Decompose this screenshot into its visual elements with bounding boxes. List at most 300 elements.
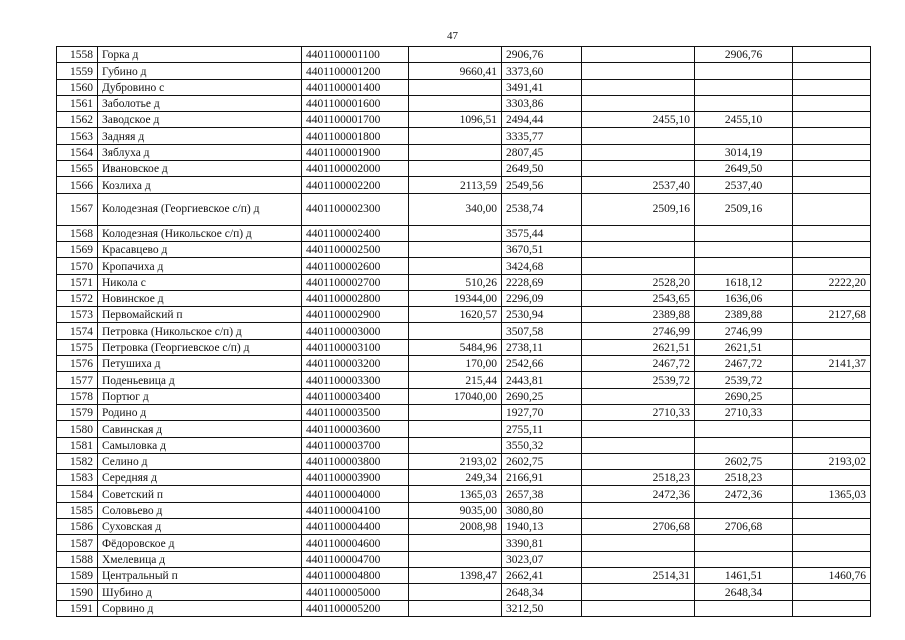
row-number-cell: 1574 — [57, 323, 98, 339]
oktmo-code-cell: 4401100002000 — [302, 161, 409, 177]
value-col-5-cell: 2127,68 — [793, 307, 871, 323]
value-col-1-cell: 2113,59 — [409, 177, 502, 193]
table-row — [57, 584, 871, 600]
table-row — [57, 356, 871, 372]
value-col-1-cell: 510,26 — [409, 274, 502, 290]
value-col-1-cell: 215,44 — [409, 372, 502, 388]
oktmo-code-cell: 4401100001200 — [302, 63, 409, 79]
value-col-1-cell: 170,00 — [409, 356, 502, 372]
value-col-2-cell: 2494,44 — [502, 112, 582, 128]
value-col-3-cell: 2706,68 — [582, 519, 695, 535]
value-col-1-cell: 1620,57 — [409, 307, 502, 323]
table-body — [57, 47, 871, 617]
table-row — [57, 47, 871, 63]
value-col-4-cell: 1618,12 — [695, 274, 793, 290]
row-number-cell: 1578 — [57, 388, 98, 404]
row-number-cell: 1588 — [57, 551, 98, 567]
oktmo-code-cell: 4401100002800 — [302, 290, 409, 306]
settlement-name-cell: Савинская д — [98, 421, 302, 437]
value-col-2-cell: 2649,50 — [502, 161, 582, 177]
settlement-name-cell: Суховская д — [98, 519, 302, 535]
table-row — [57, 258, 871, 274]
value-col-4-cell: 2710,33 — [695, 404, 793, 420]
row-number-cell: 1586 — [57, 519, 98, 535]
value-col-2-cell: 2906,76 — [502, 47, 582, 63]
value-col-1-cell: 249,34 — [409, 470, 502, 486]
table-row — [57, 388, 871, 404]
row-number-cell: 1577 — [57, 372, 98, 388]
table-row — [57, 453, 871, 469]
settlement-name-cell: Центральный п — [98, 567, 302, 583]
oktmo-code-cell: 4401100002700 — [302, 274, 409, 290]
value-col-4-cell — [695, 421, 793, 437]
settlements-table — [56, 46, 871, 617]
oktmo-code-cell: 4401100001800 — [302, 128, 409, 144]
value-col-4-cell — [695, 258, 793, 274]
settlement-name-cell: Поденьевица д — [98, 372, 302, 388]
value-col-2-cell: 2228,69 — [502, 274, 582, 290]
value-col-1-cell — [409, 551, 502, 567]
row-number-cell: 1569 — [57, 241, 98, 257]
settlement-name-cell: Заболотье д — [98, 95, 302, 111]
value-col-1-cell — [409, 47, 502, 63]
value-col-5-cell — [793, 584, 871, 600]
value-col-3-cell — [582, 144, 695, 160]
value-col-1-cell: 9035,00 — [409, 502, 502, 518]
oktmo-code-cell: 4401100001600 — [302, 95, 409, 111]
oktmo-code-cell: 4401100003700 — [302, 437, 409, 453]
row-number-cell: 1567 — [57, 193, 98, 225]
row-number-cell: 1585 — [57, 502, 98, 518]
value-col-4-cell — [695, 241, 793, 257]
value-col-5-cell — [793, 437, 871, 453]
value-col-3-cell: 2509,16 — [582, 193, 695, 225]
value-col-5-cell — [793, 388, 871, 404]
value-col-1-cell: 1365,03 — [409, 486, 502, 502]
value-col-2-cell: 1927,70 — [502, 404, 582, 420]
settlement-name-cell: Родино д — [98, 404, 302, 420]
value-col-2-cell: 3575,44 — [502, 225, 582, 241]
row-number-cell: 1565 — [57, 161, 98, 177]
value-col-1-cell: 1398,47 — [409, 567, 502, 583]
oktmo-code-cell: 4401100002300 — [302, 193, 409, 225]
table-row — [57, 470, 871, 486]
oktmo-code-cell: 4401100001900 — [302, 144, 409, 160]
value-col-1-cell — [409, 225, 502, 241]
row-number-cell: 1571 — [57, 274, 98, 290]
oktmo-code-cell: 4401100003000 — [302, 323, 409, 339]
value-col-3-cell — [582, 437, 695, 453]
table-row — [57, 274, 871, 290]
value-col-2-cell: 2296,09 — [502, 290, 582, 306]
oktmo-code-cell: 4401100003800 — [302, 453, 409, 469]
value-col-3-cell: 2537,40 — [582, 177, 695, 193]
row-number-cell: 1583 — [57, 470, 98, 486]
table-row — [57, 551, 871, 567]
settlement-name-cell: Сорвино д — [98, 600, 302, 616]
oktmo-code-cell: 4401100005000 — [302, 584, 409, 600]
value-col-5-cell — [793, 421, 871, 437]
value-col-4-cell: 2602,75 — [695, 453, 793, 469]
value-col-4-cell — [695, 128, 793, 144]
settlement-name-cell: Фёдоровское д — [98, 535, 302, 551]
value-col-3-cell — [582, 225, 695, 241]
value-col-1-cell — [409, 404, 502, 420]
row-number-cell: 1563 — [57, 128, 98, 144]
value-col-5-cell — [793, 112, 871, 128]
settlement-name-cell: Горка д — [98, 47, 302, 63]
value-col-5-cell — [793, 519, 871, 535]
value-col-2-cell: 2166,91 — [502, 470, 582, 486]
value-col-5-cell — [793, 535, 871, 551]
table-row — [57, 519, 871, 535]
value-col-5-cell — [793, 502, 871, 518]
settlement-name-cell: Самыловка д — [98, 437, 302, 453]
value-col-3-cell — [582, 584, 695, 600]
value-col-4-cell — [695, 600, 793, 616]
value-col-2-cell: 3670,51 — [502, 241, 582, 257]
value-col-1-cell: 5484,96 — [409, 339, 502, 355]
settlement-name-cell: Задняя д — [98, 128, 302, 144]
value-col-3-cell: 2746,99 — [582, 323, 695, 339]
value-col-5-cell — [793, 128, 871, 144]
table-row — [57, 486, 871, 502]
row-number-cell: 1581 — [57, 437, 98, 453]
row-number-cell: 1579 — [57, 404, 98, 420]
value-col-5-cell — [793, 339, 871, 355]
row-number-cell: 1580 — [57, 421, 98, 437]
value-col-3-cell: 2621,51 — [582, 339, 695, 355]
table-row — [57, 600, 871, 616]
value-col-4-cell: 2539,72 — [695, 372, 793, 388]
value-col-1-cell — [409, 323, 502, 339]
value-col-4-cell: 2467,72 — [695, 356, 793, 372]
value-col-4-cell — [695, 535, 793, 551]
value-col-3-cell — [582, 47, 695, 63]
value-col-3-cell — [582, 95, 695, 111]
value-col-2-cell: 3390,81 — [502, 535, 582, 551]
value-col-4-cell: 2649,50 — [695, 161, 793, 177]
value-col-3-cell — [582, 453, 695, 469]
oktmo-code-cell: 4401100005200 — [302, 600, 409, 616]
value-col-3-cell — [582, 535, 695, 551]
value-col-4-cell — [695, 225, 793, 241]
value-col-2-cell: 3550,32 — [502, 437, 582, 453]
value-col-5-cell — [793, 47, 871, 63]
oktmo-code-cell: 4401100004800 — [302, 567, 409, 583]
oktmo-code-cell: 4401100002500 — [302, 241, 409, 257]
row-number-cell: 1558 — [57, 47, 98, 63]
value-col-2-cell: 2690,25 — [502, 388, 582, 404]
oktmo-code-cell: 4401100001400 — [302, 79, 409, 95]
oktmo-code-cell: 4401100002900 — [302, 307, 409, 323]
oktmo-code-cell: 4401100001100 — [302, 47, 409, 63]
oktmo-code-cell: 4401100002200 — [302, 177, 409, 193]
value-col-5-cell — [793, 470, 871, 486]
value-col-2-cell: 2738,11 — [502, 339, 582, 355]
value-col-3-cell — [582, 600, 695, 616]
value-col-2-cell: 3507,58 — [502, 323, 582, 339]
settlement-name-cell: Колодезная (Георгиевское с/п) д — [98, 193, 302, 225]
value-col-3-cell: 2467,72 — [582, 356, 695, 372]
value-col-3-cell: 2389,88 — [582, 307, 695, 323]
value-col-1-cell: 19344,00 — [409, 290, 502, 306]
value-col-2-cell: 2648,34 — [502, 584, 582, 600]
value-col-5-cell: 1460,76 — [793, 567, 871, 583]
value-col-4-cell — [695, 502, 793, 518]
value-col-4-cell — [695, 79, 793, 95]
value-col-2-cell: 2538,74 — [502, 193, 582, 225]
value-col-2-cell: 2530,94 — [502, 307, 582, 323]
settlement-name-cell: Первомайский п — [98, 307, 302, 323]
value-col-1-cell: 17040,00 — [409, 388, 502, 404]
row-number-cell: 1590 — [57, 584, 98, 600]
value-col-4-cell: 1636,06 — [695, 290, 793, 306]
row-number-cell: 1572 — [57, 290, 98, 306]
value-col-5-cell: 2222,20 — [793, 274, 871, 290]
value-col-2-cell: 2807,45 — [502, 144, 582, 160]
settlement-name-cell: Селино д — [98, 453, 302, 469]
settlement-name-cell: Кропачиха д — [98, 258, 302, 274]
table-row — [57, 421, 871, 437]
value-col-1-cell: 1096,51 — [409, 112, 502, 128]
value-col-2-cell: 3023,07 — [502, 551, 582, 567]
settlement-name-cell: Хмелевица д — [98, 551, 302, 567]
table-row — [57, 161, 871, 177]
value-col-3-cell — [582, 388, 695, 404]
row-number-cell: 1561 — [57, 95, 98, 111]
value-col-4-cell — [695, 63, 793, 79]
value-col-2-cell: 2662,41 — [502, 567, 582, 583]
table-row — [57, 323, 871, 339]
row-number-cell: 1559 — [57, 63, 98, 79]
value-col-3-cell: 2472,36 — [582, 486, 695, 502]
oktmo-code-cell: 4401100004000 — [302, 486, 409, 502]
row-number-cell: 1575 — [57, 339, 98, 355]
value-col-1-cell — [409, 144, 502, 160]
value-col-1-cell: 340,00 — [409, 193, 502, 225]
value-col-5-cell — [793, 323, 871, 339]
value-col-5-cell — [793, 290, 871, 306]
value-col-1-cell — [409, 241, 502, 257]
value-col-2-cell: 3424,68 — [502, 258, 582, 274]
value-col-2-cell: 3303,86 — [502, 95, 582, 111]
value-col-3-cell — [582, 551, 695, 567]
settlement-name-cell: Петушиха д — [98, 356, 302, 372]
table-row — [57, 437, 871, 453]
value-col-2-cell: 3335,77 — [502, 128, 582, 144]
oktmo-code-cell: 4401100003100 — [302, 339, 409, 355]
settlement-name-cell: Соловьево д — [98, 502, 302, 518]
value-col-3-cell: 2528,20 — [582, 274, 695, 290]
settlement-name-cell: Петровка (Никольское с/п) д — [98, 323, 302, 339]
table-row — [57, 177, 871, 193]
oktmo-code-cell: 4401100003300 — [302, 372, 409, 388]
value-col-1-cell — [409, 535, 502, 551]
table-row — [57, 95, 871, 111]
value-col-4-cell: 2455,10 — [695, 112, 793, 128]
value-col-5-cell — [793, 161, 871, 177]
value-col-3-cell — [582, 79, 695, 95]
settlement-name-cell: Петровка (Георгиевское с/п) д — [98, 339, 302, 355]
value-col-2-cell: 1940,13 — [502, 519, 582, 535]
value-col-4-cell: 2537,40 — [695, 177, 793, 193]
settlement-name-cell: Середняя д — [98, 470, 302, 486]
value-col-5-cell — [793, 177, 871, 193]
value-col-5-cell — [793, 372, 871, 388]
value-col-3-cell — [582, 502, 695, 518]
oktmo-code-cell: 4401100004600 — [302, 535, 409, 551]
table-row — [57, 307, 871, 323]
table-row — [57, 144, 871, 160]
value-col-4-cell: 1461,51 — [695, 567, 793, 583]
value-col-3-cell — [582, 161, 695, 177]
oktmo-code-cell: 4401100003600 — [302, 421, 409, 437]
value-col-1-cell: 9660,41 — [409, 63, 502, 79]
value-col-1-cell: 2008,98 — [409, 519, 502, 535]
value-col-2-cell: 3080,80 — [502, 502, 582, 518]
settlement-name-cell: Зяблуха д — [98, 144, 302, 160]
value-col-3-cell — [582, 128, 695, 144]
row-number-cell: 1560 — [57, 79, 98, 95]
table-row — [57, 225, 871, 241]
oktmo-code-cell: 4401100004700 — [302, 551, 409, 567]
value-col-4-cell: 2746,99 — [695, 323, 793, 339]
table-row — [57, 193, 871, 225]
settlement-name-cell: Портюг д — [98, 388, 302, 404]
value-col-1-cell — [409, 258, 502, 274]
value-col-3-cell: 2543,65 — [582, 290, 695, 306]
value-col-3-cell — [582, 241, 695, 257]
value-col-5-cell — [793, 258, 871, 274]
value-col-2-cell: 2755,11 — [502, 421, 582, 437]
row-number-cell: 1582 — [57, 453, 98, 469]
value-col-4-cell: 2648,34 — [695, 584, 793, 600]
settlement-name-cell: Ивановское д — [98, 161, 302, 177]
oktmo-code-cell: 4401100004400 — [302, 519, 409, 535]
value-col-1-cell — [409, 437, 502, 453]
oktmo-code-cell: 4401100002600 — [302, 258, 409, 274]
table-row — [57, 112, 871, 128]
value-col-4-cell: 2509,16 — [695, 193, 793, 225]
value-col-4-cell: 2518,23 — [695, 470, 793, 486]
value-col-5-cell — [793, 404, 871, 420]
oktmo-code-cell: 4401100003900 — [302, 470, 409, 486]
settlement-name-cell: Колодезная (Никольское с/п) д — [98, 225, 302, 241]
table-row — [57, 404, 871, 420]
table-row — [57, 502, 871, 518]
table-row — [57, 79, 871, 95]
settlement-name-cell: Советский п — [98, 486, 302, 502]
value-col-2-cell: 3491,41 — [502, 79, 582, 95]
value-col-3-cell: 2539,72 — [582, 372, 695, 388]
value-col-1-cell — [409, 421, 502, 437]
value-col-1-cell — [409, 584, 502, 600]
table-row — [57, 290, 871, 306]
value-col-4-cell: 2621,51 — [695, 339, 793, 355]
value-col-5-cell: 2193,02 — [793, 453, 871, 469]
value-col-4-cell: 3014,19 — [695, 144, 793, 160]
settlement-name-cell: Губино д — [98, 63, 302, 79]
oktmo-code-cell: 4401100003200 — [302, 356, 409, 372]
value-col-5-cell — [793, 63, 871, 79]
value-col-2-cell: 3212,50 — [502, 600, 582, 616]
value-col-2-cell: 2602,75 — [502, 453, 582, 469]
settlement-name-cell: Никола с — [98, 274, 302, 290]
value-col-5-cell — [793, 193, 871, 225]
row-number-cell: 1573 — [57, 307, 98, 323]
value-col-4-cell — [695, 437, 793, 453]
value-col-5-cell — [793, 79, 871, 95]
value-col-2-cell: 2657,38 — [502, 486, 582, 502]
table-row — [57, 567, 871, 583]
value-col-5-cell — [793, 144, 871, 160]
value-col-3-cell — [582, 421, 695, 437]
settlement-name-cell: Новинское д — [98, 290, 302, 306]
value-col-2-cell: 2443,81 — [502, 372, 582, 388]
settlement-name-cell: Заводское д — [98, 112, 302, 128]
value-col-1-cell — [409, 161, 502, 177]
value-col-1-cell — [409, 79, 502, 95]
row-number-cell: 1568 — [57, 225, 98, 241]
table-row — [57, 372, 871, 388]
value-col-3-cell: 2710,33 — [582, 404, 695, 420]
value-col-4-cell — [695, 95, 793, 111]
table-row — [57, 128, 871, 144]
value-col-2-cell: 3373,60 — [502, 63, 582, 79]
table-row — [57, 339, 871, 355]
row-number-cell: 1570 — [57, 258, 98, 274]
value-col-3-cell: 2514,31 — [582, 567, 695, 583]
oktmo-code-cell: 4401100004100 — [302, 502, 409, 518]
value-col-3-cell: 2455,10 — [582, 112, 695, 128]
row-number-cell: 1562 — [57, 112, 98, 128]
oktmo-code-cell: 4401100003400 — [302, 388, 409, 404]
page-number: 47 — [447, 30, 458, 42]
settlement-name-cell: Козлиха д — [98, 177, 302, 193]
value-col-1-cell — [409, 95, 502, 111]
row-number-cell: 1576 — [57, 356, 98, 372]
row-number-cell: 1564 — [57, 144, 98, 160]
settlement-name-cell: Красавцево д — [98, 241, 302, 257]
value-col-3-cell — [582, 258, 695, 274]
value-col-5-cell: 2141,37 — [793, 356, 871, 372]
row-number-cell: 1566 — [57, 177, 98, 193]
row-number-cell: 1591 — [57, 600, 98, 616]
settlement-name-cell: Шубино д — [98, 584, 302, 600]
value-col-5-cell — [793, 241, 871, 257]
value-col-3-cell — [582, 63, 695, 79]
value-col-1-cell: 2193,02 — [409, 453, 502, 469]
table-row — [57, 535, 871, 551]
oktmo-code-cell: 4401100002400 — [302, 225, 409, 241]
row-number-cell: 1587 — [57, 535, 98, 551]
value-col-3-cell: 2518,23 — [582, 470, 695, 486]
value-col-4-cell — [695, 551, 793, 567]
value-col-4-cell: 2706,68 — [695, 519, 793, 535]
table-row — [57, 241, 871, 257]
oktmo-code-cell: 4401100003500 — [302, 404, 409, 420]
value-col-1-cell — [409, 128, 502, 144]
row-number-cell: 1589 — [57, 567, 98, 583]
value-col-5-cell — [793, 95, 871, 111]
value-col-2-cell: 2542,66 — [502, 356, 582, 372]
settlement-name-cell: Дубровино с — [98, 79, 302, 95]
oktmo-code-cell: 4401100001700 — [302, 112, 409, 128]
table-row — [57, 63, 871, 79]
value-col-4-cell: 2472,36 — [695, 486, 793, 502]
value-col-1-cell — [409, 600, 502, 616]
